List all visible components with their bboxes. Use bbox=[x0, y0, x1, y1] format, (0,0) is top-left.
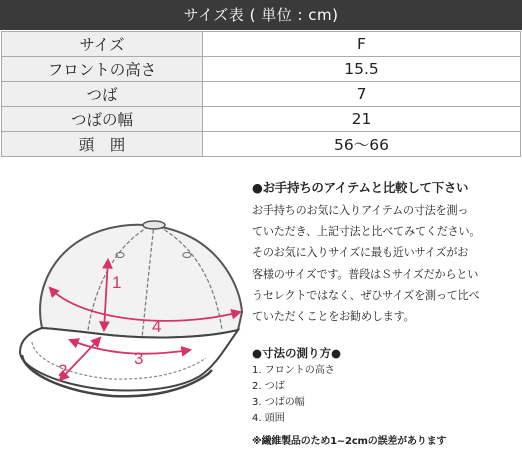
compare-line: うセレクトではなく、ぜひサイズを測って比べ bbox=[252, 288, 480, 302]
compare-line: ていただき、上記寸法と比べてみてください。 bbox=[252, 225, 481, 239]
list-item: 1. フロントの高さ bbox=[252, 365, 335, 376]
row-value-front-height: 15.5 bbox=[203, 57, 521, 82]
compare-line: そのお気に入りサイズに最も近いサイズがお bbox=[252, 246, 469, 260]
compare-body bbox=[252, 200, 514, 327]
row-value-head-circumference: 56〜66 bbox=[203, 132, 521, 157]
compare-heading: ●お手持ちのアイテムと比較して下さい bbox=[252, 180, 469, 195]
row-label-head-circumference: 頭 囲 bbox=[2, 132, 203, 157]
table-row bbox=[2, 57, 521, 82]
row-label-brim-width: つばの幅 bbox=[2, 107, 203, 132]
compare-line: お手持ちのお気に入りアイテムの寸法を測っ bbox=[252, 204, 469, 217]
list-item: 2. つば bbox=[252, 381, 285, 392]
measure-heading: ●寸法の測り方● bbox=[252, 346, 342, 360]
row-label-front-height: フロントの高さ bbox=[2, 57, 203, 82]
compare-line: ていただくことをお勧めします。 bbox=[252, 310, 415, 324]
cap-illustration bbox=[0, 180, 252, 458]
diagram-label-4: 4 bbox=[152, 317, 162, 336]
list-item: 4. 頭囲 bbox=[252, 413, 285, 424]
compare-notes bbox=[252, 178, 514, 327]
table-row bbox=[2, 82, 521, 107]
measure-guide bbox=[252, 345, 514, 427]
row-label-size: サイズ bbox=[2, 32, 203, 57]
size-table bbox=[1, 31, 521, 157]
row-value-brim: 7 bbox=[203, 82, 521, 107]
cap-measurement-diagram bbox=[0, 180, 252, 458]
list-item: 3. つばの幅 bbox=[252, 397, 305, 408]
diagram-label-1: 1 bbox=[112, 273, 122, 292]
compare-line: 客様のサイズです。普段はＳサイズだからとい bbox=[252, 267, 479, 281]
row-value-brim-width: 21 bbox=[203, 107, 521, 132]
size-chart-title: サイズ表 ( 単位 : cm) bbox=[0, 0, 522, 30]
row-label-brim: つば bbox=[2, 82, 203, 107]
table-row bbox=[2, 32, 521, 57]
diagram-label-3: 3 bbox=[134, 349, 144, 368]
tolerance-note: ※繊維製品のため1~2cmの誤差があります bbox=[252, 436, 447, 447]
table-row bbox=[2, 132, 521, 157]
diagram-label-2: 2 bbox=[58, 361, 68, 380]
measure-list bbox=[252, 363, 514, 427]
table-row bbox=[2, 107, 521, 132]
row-value-size: F bbox=[203, 32, 521, 57]
